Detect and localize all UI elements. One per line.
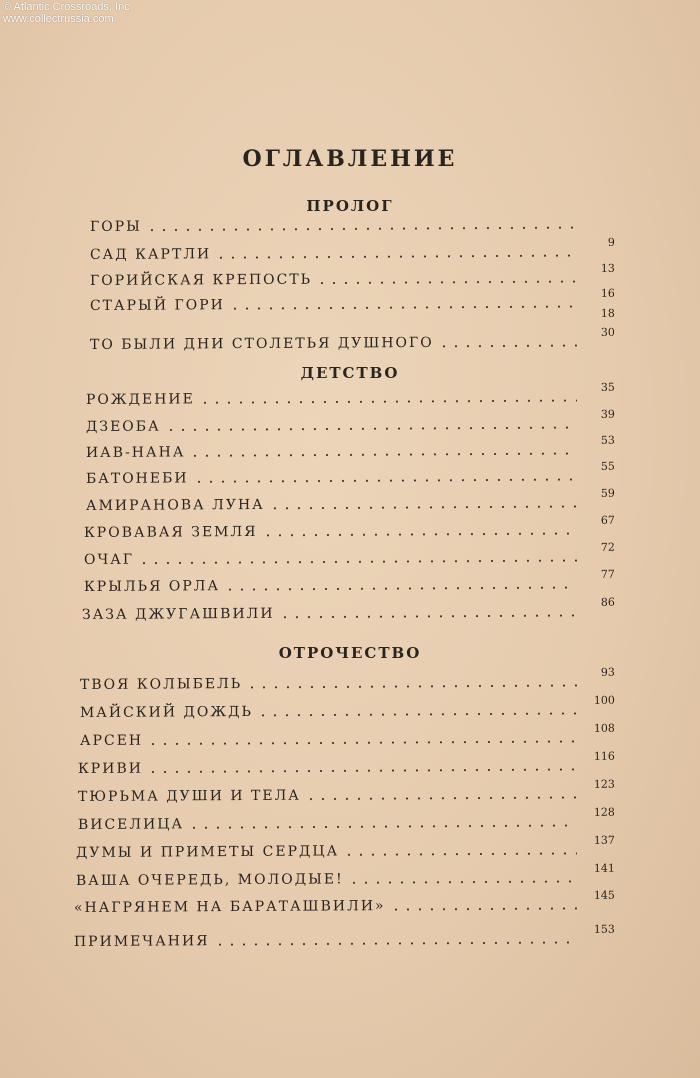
toc-entry (73, 922, 615, 950)
section-heading-adolescence: ОТРОЧЕСТВО (278, 644, 422, 662)
watermark-line-1: © Atlantic Crossroads, Inc. (3, 1, 133, 13)
entry-page-number: 59 (600, 486, 615, 500)
toc-entry (90, 212, 615, 235)
entry-page-number: 55 (600, 459, 615, 473)
entry-title: КРИВИ (77, 760, 143, 777)
entry-page-number: 9 (607, 235, 615, 249)
dot-leader (229, 305, 577, 310)
dot-leader (199, 399, 577, 404)
entry-page-number: 86 (600, 595, 615, 609)
entry-page-number: 128 (593, 805, 615, 819)
entry-page-number: 67 (600, 513, 615, 527)
dot-leader (214, 941, 577, 946)
toc-entry (79, 693, 615, 721)
dot-leader (257, 712, 577, 717)
dot-leader (316, 280, 577, 285)
entry-title: ИАВ-НАНА (85, 444, 186, 461)
dot-leader (262, 532, 577, 537)
entry-title: ТВОЯ КОЛЫБЕЛЬ (79, 676, 243, 693)
toc-entry (89, 235, 615, 263)
entry-page-number: 39 (600, 407, 615, 421)
entry-page-number: 18 (600, 306, 615, 320)
toc-entry (79, 665, 615, 693)
toc-entry (83, 567, 615, 595)
entry-title: КРЫЛЬЯ ОРЛА (83, 578, 221, 595)
entry-page-number: 13 (600, 261, 615, 275)
toc-entry (73, 888, 615, 916)
entry-page-number: 153 (593, 922, 615, 936)
entry-page-number: 30 (600, 325, 615, 339)
entry-page-number: 72 (600, 540, 615, 554)
dot-leader (438, 344, 577, 348)
entry-title: ЗАЗА ДЖУГАШВИЛИ (81, 605, 275, 623)
toc-entry (79, 721, 615, 749)
dot-leader (343, 852, 577, 856)
entry-page-number: 53 (600, 433, 615, 447)
dot-leader (147, 740, 577, 746)
toc-entry (77, 749, 615, 777)
entry-page-number: 123 (593, 777, 615, 791)
toc-entry (85, 433, 615, 461)
entry-title: КРОВАВАЯ ЗЕМЛЯ (83, 523, 258, 541)
dot-leader (189, 452, 577, 457)
section-heading-childhood: ДЕТСТВО (300, 364, 400, 382)
dot-leader (146, 226, 577, 232)
entry-title: СТАРЫЙ ГОРИ (89, 297, 225, 314)
entry-title: ДУМЫ И ПРИМЕТЫ СЕРДЦА (75, 843, 340, 861)
copyright-watermark (3, 1, 133, 25)
entry-title: ТЮРЬМА ДУШИ И ТЕЛА (77, 787, 301, 805)
toc-entry (89, 325, 615, 353)
toc-entry (85, 407, 615, 435)
toc-entry (75, 861, 615, 889)
toc-entry (89, 261, 615, 289)
toc-entry (83, 513, 615, 541)
entry-title: АРСЕН (79, 732, 144, 749)
entry-page-number: 116 (593, 749, 615, 763)
entry-title: ГОРИЙСКАЯ КРЕПОСТЬ (89, 271, 313, 289)
dot-leader (138, 559, 577, 565)
toc-entry (85, 459, 615, 487)
entry-title: ВИСЕЛИЦА (77, 816, 185, 833)
dot-leader (246, 684, 577, 689)
entry-page-number: 137 (593, 833, 615, 847)
toc-entry (77, 777, 615, 805)
toc-entry (81, 595, 615, 623)
dot-leader (279, 614, 577, 619)
entry-page-number: 141 (593, 861, 615, 875)
dot-leader (193, 478, 577, 483)
entry-title: РОЖДЕНИЕ (85, 391, 195, 408)
entry-title: ГОРЫ (89, 218, 142, 235)
entry-page-number: 145 (593, 888, 615, 902)
page-title: ОГЛАВЛЕНИЕ (242, 146, 458, 172)
dot-leader (224, 586, 577, 591)
entry-page-number: 16 (600, 286, 615, 300)
toc-entry (83, 540, 615, 568)
entry-title: ПРИМЕЧАНИЯ (73, 933, 210, 950)
entry-page-number: 77 (600, 567, 615, 581)
toc-entry (75, 833, 615, 861)
toc-entry (85, 380, 615, 408)
dot-leader (215, 254, 577, 259)
entry-title: ВАША ОЧЕРЕДЬ, МОЛОДЫЕ! (75, 871, 344, 889)
entry-title: БАТОНЕБИ (85, 470, 189, 487)
dot-leader (147, 768, 577, 774)
dot-leader (348, 880, 577, 884)
entry-page-number: 108 (593, 721, 615, 735)
entry-title: САД КАРТЛИ (89, 246, 212, 263)
watermark-line-2: www.collectrussia.com (3, 13, 114, 25)
dot-leader (390, 907, 577, 911)
entry-page-number: 93 (600, 665, 615, 679)
entry-page-number: 35 (600, 380, 615, 394)
entry-title: АМИРАНОВА ЛУНА (85, 496, 265, 514)
entry-title: МАЙСКИЙ ДОЖДЬ (79, 703, 253, 721)
section-heading-prolog: ПРОЛОГ (306, 197, 394, 215)
dot-leader (305, 796, 577, 801)
toc-entry (77, 805, 615, 833)
entry-title: ОЧАГ (83, 551, 135, 568)
dot-leader (165, 426, 577, 432)
entry-title: «НАГРЯНЕМ НА БАРАТАШВИЛИ» (73, 898, 386, 916)
toc-entry (85, 486, 615, 514)
entry-title: ТО БЫЛИ ДНИ СТОЛЕТЬЯ ДУШНОГО (89, 334, 434, 353)
entry-page-number: 100 (593, 693, 615, 707)
dot-leader (188, 824, 577, 829)
dot-leader (269, 505, 577, 510)
entry-title: ДЗЕОБА (85, 418, 161, 435)
